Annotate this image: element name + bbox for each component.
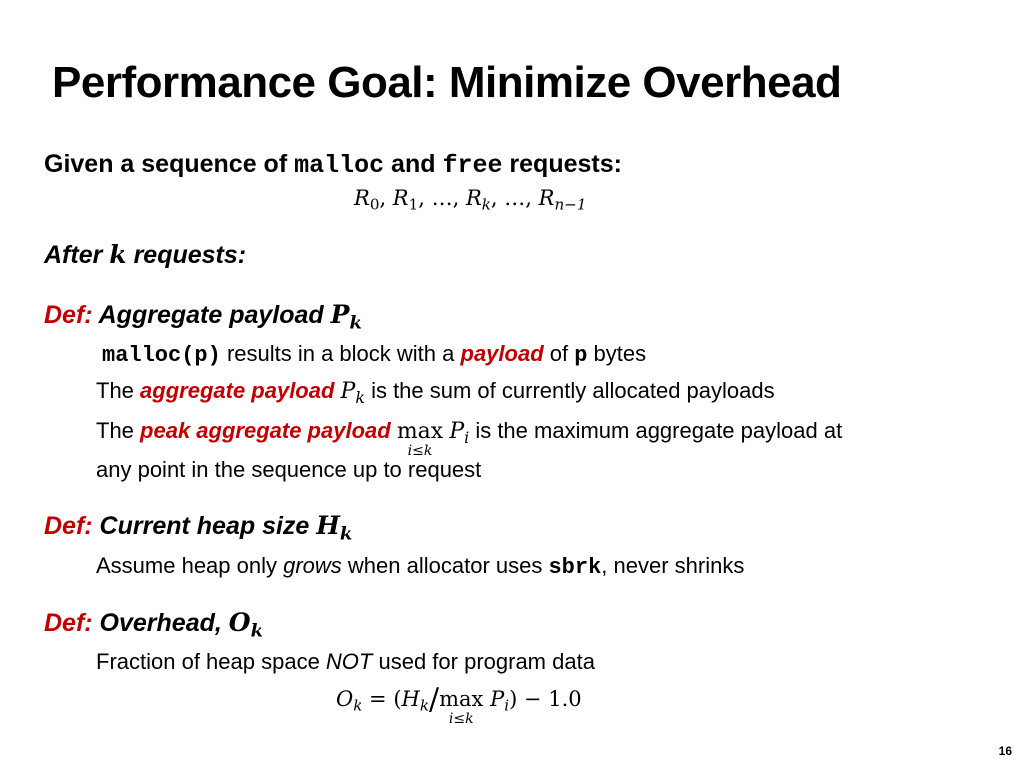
overhead-formula: $O_k = (H_k/\max$ i≤k $P_i) - 1.0$ — [336, 682, 582, 727]
def-label: Def: — [44, 301, 93, 329]
free-code: free — [442, 151, 503, 180]
page-number: 16 — [998, 744, 1012, 758]
payload-line-2: The aggregate payload $P_k$ is the sum of currently allocated payloads — [96, 378, 775, 407]
page-title: Performance Goal: Minimize Overhead — [52, 58, 842, 107]
malloc-p-code: malloc(p) — [102, 343, 221, 368]
after-k-line: After k requests: — [44, 240, 247, 269]
def-label: Def: — [44, 609, 93, 637]
malloc-code: malloc — [294, 151, 385, 180]
payload-line-3: The peak aggregate payload max i≤k $P_i$ is the maximum aggregate payload at — [96, 418, 843, 459]
request-sequence: $R_0$, $R_1$, …, $R_k$, …, $R_{n-1}$ — [354, 186, 587, 214]
def-label: Def: — [44, 512, 93, 540]
payload-line-1: malloc(p) results in a block with a payload of p bytes — [102, 341, 647, 368]
max-operator: max i≤k — [396, 419, 444, 459]
def-heap-size: Def: Current heap size $H_k$ — [44, 511, 353, 545]
overhead-line-1: Fraction of heap space NOT used for program data — [96, 649, 595, 674]
sbrk-code: sbrk — [548, 555, 602, 580]
def-aggregate-payload: Def: Aggregate payload $P_k$ — [44, 300, 362, 334]
payload-line-4: any point in the sequence up to request — [96, 457, 482, 482]
heap-line-1: Assume heap only grows when allocator uses sbrk, never shrinks — [96, 553, 745, 580]
given-line: Given a sequence of malloc and free requests: — [44, 150, 622, 180]
max-operator: max i≤k — [439, 687, 484, 727]
def-overhead: Def: Overhead, $O_k$ — [44, 608, 264, 642]
